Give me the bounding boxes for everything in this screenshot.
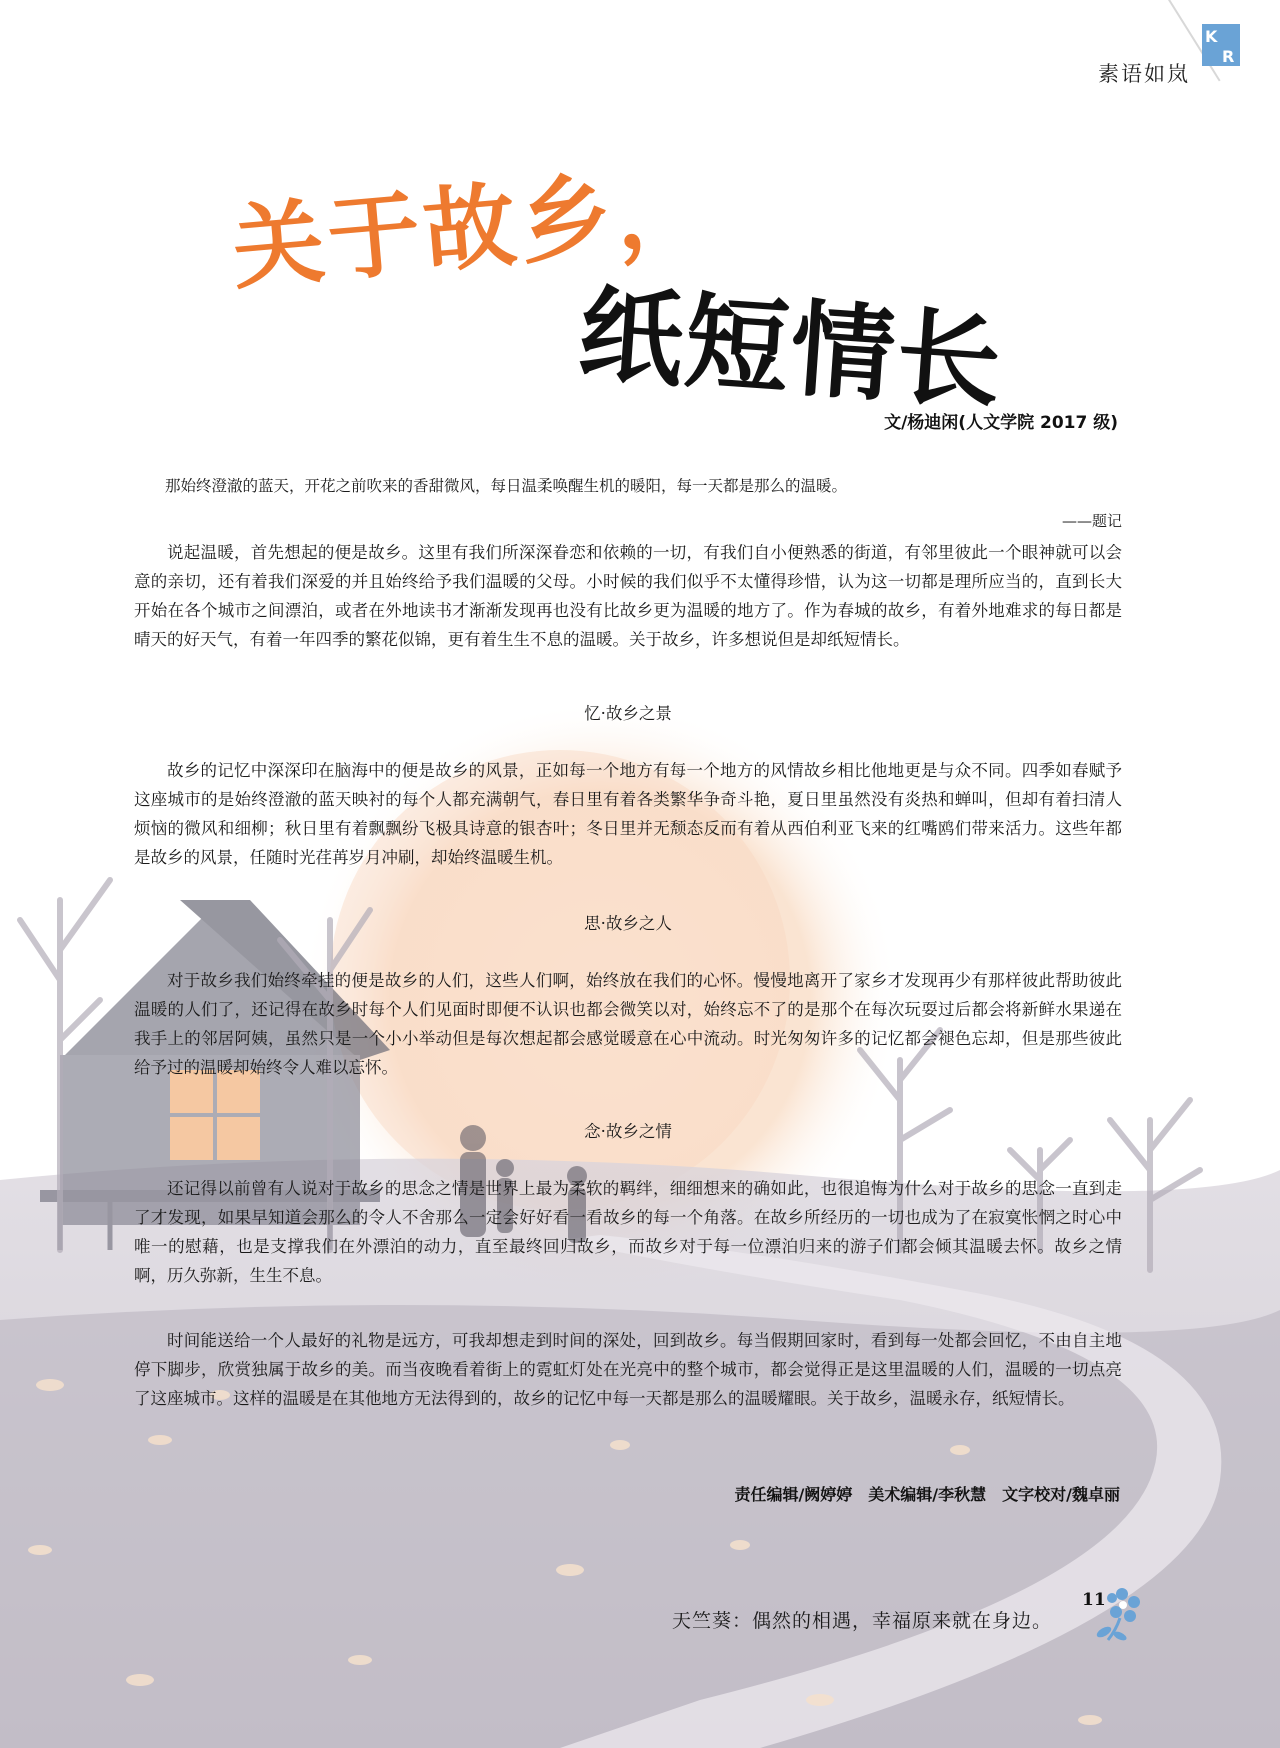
section-heading-people: 思·故乡之人 (584, 914, 672, 933)
author-byline: 文/杨迪闲(人文学院 2017 级) (884, 413, 1118, 433)
footer-quote: 天竺葵：偶然的相遇，幸福原来就在身边。 (672, 1610, 1053, 1632)
title-line-2: 纸短情长 (575, 273, 1007, 425)
section-scenery-block (134, 756, 1122, 872)
column-name: 素语如岚 (1098, 62, 1190, 86)
editor-credits: 责任编辑/阙婷婷 美术编辑/李秋慧 文字校对/魏卓丽 (734, 1485, 1120, 1504)
svg-text:K: K (1205, 27, 1218, 46)
section-people-block (134, 966, 1122, 1082)
section-scenery-text: 故乡的记忆中深深印在脑海中的便是故乡的风景，正如每一个地方有每一个地方的风情故乡相比他地更是与众不同。四季如春赋予这座城市的是始终澄澈的蓝天映衬的每个人都充满朝气，春日里有着各类繁华争奇斗艳，夏日里虽然没有炎热和蝉叫，但却有着扫清人烦恼的微风和细柳；秋日里有着飘飘纷飞极具诗意的银杏叶；冬日里并无颓态反而有着从西伯利亚飞来的红嘴鸥们带来活力。这些年都是故乡的风景，任随时光荏苒岁月冲刷，却始终温暖生机。 (134, 761, 1122, 867)
intro-paragraph-block (134, 538, 1122, 654)
epigraph-inscription: ——题记 (1061, 512, 1122, 530)
section-heading-affection: 念·故乡之情 (584, 1122, 672, 1141)
section-affection-text: 还记得以前曾有人说对于故乡的思念之情是世界上最为柔软的羁绊，细细想来的确如此，也很追悔为什么对于故乡的思念一直到走了才发现，如果早知道会那么的令人不舍那么一定会好好看一看故乡的每一个角落。在故乡所经历的一切也成为了在寂寞怅惘之时心中唯一的慰藉，也是支撑我们在外漂泊的动力，直至最终回归故乡，而故乡对于每一位漂泊归来的游子们都会倾其温暖去怀。故乡之情啊，历久弥新，生生不息。 (134, 1179, 1122, 1285)
closing-paragraph: 时间能送给一个人最好的礼物是远方，可我却想走到时间的深处，回到故乡。每当假期回家时，看到每一处都会回忆，不由自主地停下脚步，欣赏独属于故乡的美。而当夜晚看着街上的霓虹灯处在光亮中的整个城市，都会觉得正是这里温暖的人们，温暖的一切点亮了这座城市。这样的温暖是在其他地方无法得到的，故乡的记忆中每一天都是那么的温暖耀眼。关于故乡，温暖永存，纸短情长。 (134, 1331, 1122, 1408)
section-people-text: 对于故乡我们始终牵挂的便是故乡的人们，这些人们啊，始终放在我们的心怀。慢慢地离开了家乡才发现再少有那样彼此帮助彼此温暖的人们了，还记得在故乡时每个人们见面时即便不认识也都会微笑以对，始终忘不了的是那个在每次玩耍过后都会将新鲜水果递在我手上的邻居阿姨，虽然只是一个小小举动但是每次想起都会感觉暖意在心中流动。时光匆匆许多的记忆都会褪色忘却，但是那些彼此给予过的温暖却始终令人难以忘怀。 (134, 971, 1122, 1077)
kr-logo-icon (1202, 24, 1240, 66)
section-affection-block (134, 1174, 1122, 1290)
epigraph: 那始终澄澈的蓝天，开花之前吹来的香甜微风，每日温柔唤醒生机的暖阳，每一天都是那么的温暖。 (165, 477, 848, 495)
geranium-flower-icon (1090, 1582, 1146, 1644)
section-heading-scenery: 忆·故乡之景 (584, 704, 672, 723)
svg-text:R: R (1222, 47, 1235, 66)
title-line-1: 关于故乡， (227, 154, 716, 303)
intro-paragraph: 说起温暖，首先想起的便是故乡。这里有我们所深深眷恋和依赖的一切，有我们自小便熟悉的街道，有邻里彼此一个眼神就可以会意的亲切，还有着我们深爱的并且始终给予我们温暖的父母。小时候的我们似乎不太懂得珍惜，认为这一切都是理所应当的，直到长大开始在各个城市之间漂泊，或者在外地读书才渐渐发现再也没有比故乡更为温暖的地方了。作为春城的故乡，有着外地难求的每日都是晴天的好天气，有着一年四季的繁花似锦，更有着生生不息的温暖。关于故乡，许多想说但是却纸短情长。 (134, 543, 1122, 649)
page-number: 11 (1082, 1590, 1106, 1610)
closing-paragraph-block (134, 1326, 1122, 1413)
